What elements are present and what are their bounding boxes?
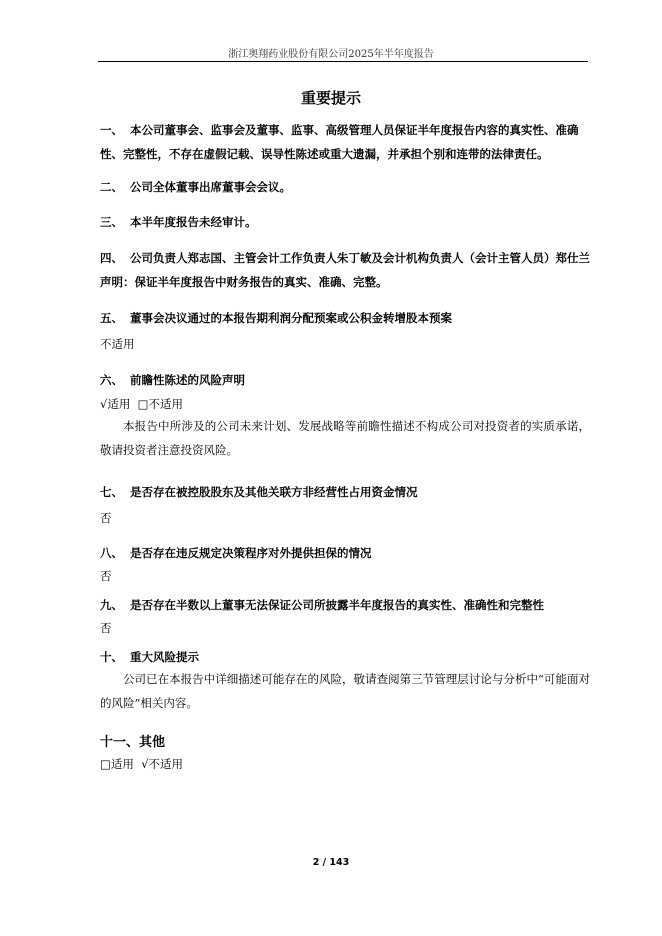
option-applicable: √适用 [100, 397, 131, 411]
section-6-body: 本报告中所涉及的公司未来计划、发展战略等前瞻性描述不构成公司对投资者的实质承诺，敬请投资者注意投资风险。 [100, 419, 590, 457]
section-text: 董事会决议通过的本报告期利润分配预案或公积金转增股本预案 [130, 311, 452, 325]
section-text: 是否存在被控股股东及其他关联方非经营性占用资金情况 [130, 485, 418, 499]
page-title: 重要提示 [300, 89, 361, 107]
section-text: 本公司董事会、监事会及董事、监事、高级管理人员保证半年度报告内容的真实性、准确性、完整性，不存在虚假记载、误导性陈述或重大遗漏，并承担个别和连带的法律责任。 [100, 123, 579, 161]
section-9-answer: 否 [100, 621, 112, 635]
section-text: 公司全体董事出席董事会会议。 [130, 180, 291, 194]
section-text: 其他 [139, 735, 166, 750]
section-3 [100, 210, 590, 234]
section-number: 五、 [100, 311, 123, 325]
option-applicable: □适用 [100, 757, 134, 771]
section-number: 十一、 [100, 735, 140, 750]
section-11-options [100, 752, 590, 776]
section-2 [100, 175, 590, 199]
section-7 [100, 480, 590, 504]
option-not-applicable: √不适用 [141, 757, 184, 771]
section-text: 本半年度报告未经审计。 [130, 215, 257, 229]
page-number: 2 / 143 [312, 857, 350, 868]
page-header: 浙江奥翔药业股份有限公司2025年半年度报告 [228, 49, 434, 60]
section-number: 九、 [100, 598, 123, 612]
section-9 [100, 593, 590, 617]
section-text: 是否存在违反规定决策程序对外提供担保的情况 [130, 546, 372, 560]
section-number: 二、 [100, 180, 123, 194]
section-11 [100, 731, 590, 750]
section-number: 一、 [100, 123, 123, 137]
section-text: 重大风险提示 [130, 650, 199, 664]
section-text: 前瞻性陈述的风险声明 [130, 373, 245, 387]
section-8 [100, 541, 590, 565]
section-text: 公司负责人郑志国、主管会计工作负责人朱丁敏及会计机构负责人（会计主管人员）郑仕兰声明：保证半年度报告中财务报告的真实、准确、完整。 [100, 251, 590, 289]
section-number: 十、 [100, 650, 123, 664]
section-number: 六、 [100, 373, 123, 387]
section-number: 七、 [100, 485, 123, 499]
option-not-applicable: □不适用 [137, 397, 184, 411]
section-4 [100, 246, 590, 294]
header-rule [98, 61, 588, 62]
section-5 [100, 306, 590, 330]
section-number: 三、 [100, 215, 123, 229]
section-number: 四、 [100, 251, 123, 265]
section-10 [100, 645, 590, 669]
section-1 [100, 118, 590, 166]
section-8-answer: 否 [100, 569, 112, 583]
section-text: 是否存在半数以上董事无法保证公司所披露半年度报告的真实性、准确性和完整性 [130, 598, 544, 612]
section-5-answer: 不适用 [100, 337, 135, 351]
section-number: 八、 [100, 546, 123, 560]
section-6 [100, 368, 590, 392]
section-7-answer: 否 [100, 511, 112, 525]
section-6-options [100, 392, 590, 416]
section-10-body: 公司已在本报告中详细描述可能存在的风险，敬请查阅第三节管理层讨论与分析中“可能面对的风险”相关内容。 [100, 672, 590, 710]
